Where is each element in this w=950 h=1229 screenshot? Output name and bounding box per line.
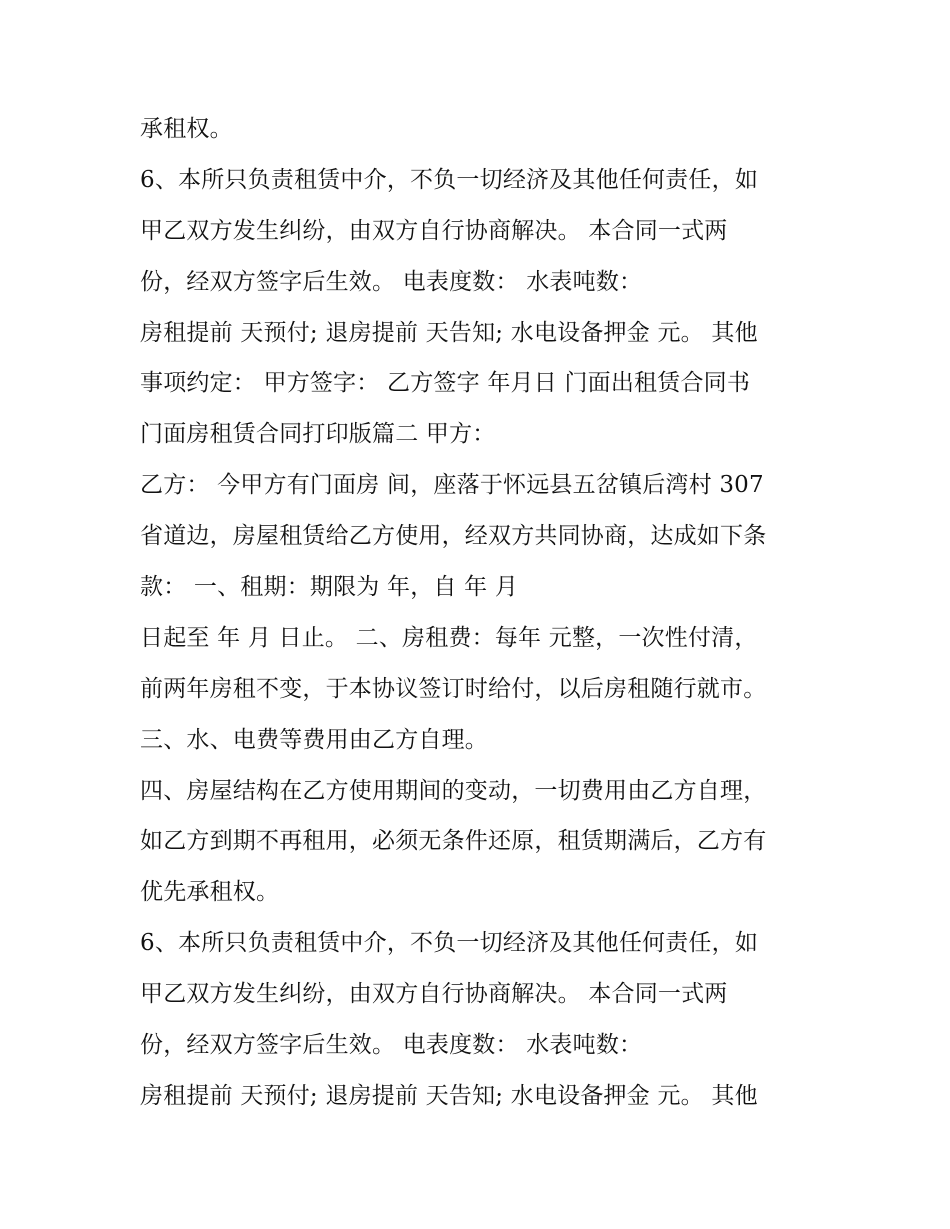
text-line: 6、本所只负责租赁中介，不负一切经济及其他任何责任，如 <box>140 930 759 957</box>
text-line: 门面房租赁合同打印版篇二 甲方： <box>140 421 496 448</box>
text-line: 省道边，房屋租赁给乙方使用，经双方共同协商，达成如下条 <box>140 523 767 550</box>
text-line: 承租权。 <box>140 116 233 142</box>
text-line: 如乙方到期不再租用，必须无条件还原，租赁期满后，乙方有 <box>140 828 767 855</box>
text-line: 款： 一、租期：期限为 年，自 年 月 <box>140 574 519 601</box>
text-line: 乙方： 今甲方有门面房 间，座落于怀远县五岔镇后湾村 307 <box>140 472 764 499</box>
text-line: 6、本所只负责租赁中介，不负一切经济及其他任何责任，如 <box>140 166 759 193</box>
text-line: 份，经双方签字后生效。 电表度数： 水表吨数： <box>140 1032 643 1059</box>
text-line: 份，经双方签字后生效。 电表度数： 水表吨数： <box>140 268 643 295</box>
text-line: 前两年房租不变，于本协议签订时给付，以后房租随行就市。 <box>140 675 767 702</box>
text-line: 四、房屋结构在乙方使用期间的变动，一切费用由乙方自理， <box>140 777 767 804</box>
text-line: 日起至 年 月 日止。 二、房租费：每年 元整，一次性付清， <box>140 624 758 651</box>
text-line: 甲乙双方发生纠纷，由双方自行协商解决。 本合同一式两 <box>140 981 728 1008</box>
text-line: 房租提前 天预付; 退房提前 天告知; 水电设备押金 元。 其他 <box>140 1082 758 1109</box>
text-line: 三、水、电费等费用由乙方自理。 <box>140 726 488 753</box>
text-line: 房租提前 天预付; 退房提前 天告知; 水电设备押金 元。 其他 <box>140 319 758 346</box>
text-line: 甲乙双方发生纠纷，由双方自行协商解决。 本合同一式两 <box>140 217 728 244</box>
text-line: 事项约定： 甲方签字： 乙方签字 年月日 门面出租赁合同书 <box>140 370 751 397</box>
text-line: 优先承租权。 <box>140 879 280 906</box>
document-body <box>140 109 830 1127</box>
